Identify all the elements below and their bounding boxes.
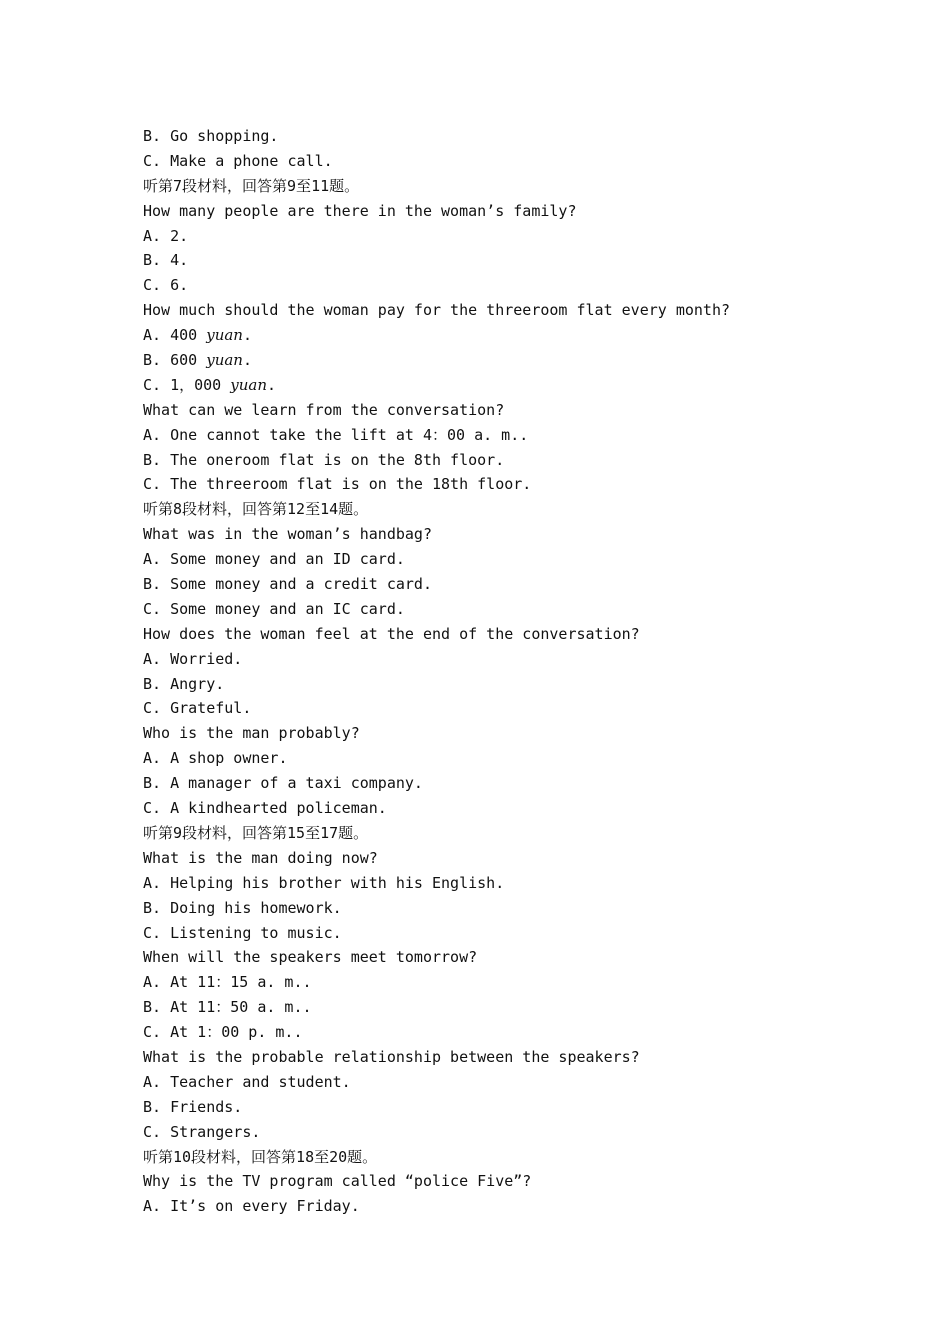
- text-line: [143, 373, 843, 398]
- line-text: C. 1，000: [143, 375, 231, 394]
- document-page: [143, 124, 843, 1219]
- line-text: A. Teacher and student.: [143, 1072, 351, 1091]
- line-text: What is the man doing now?: [143, 848, 378, 867]
- text-line: [143, 821, 843, 846]
- line-text: B. Doing his homework.: [143, 898, 342, 917]
- text-line: [143, 1070, 843, 1095]
- line-text: C. At 1：00 p. m..: [143, 1023, 303, 1042]
- text-line: [143, 1020, 843, 1045]
- line-text: A. Some money and an ID card.: [143, 550, 405, 569]
- text-line: [143, 273, 843, 298]
- line-text: B. Friends.: [143, 1097, 243, 1116]
- line-text: C. Strangers.: [143, 1122, 261, 1141]
- line-text: C. A kindhearted policeman.: [143, 799, 387, 818]
- line-text: B. Angry.: [143, 674, 225, 693]
- text-line: [143, 149, 843, 174]
- line-text: What is the probable relationship between the speakers?: [143, 1047, 640, 1066]
- text-line: [143, 871, 843, 896]
- line-text: A. At 11：15 a. m..: [143, 973, 312, 992]
- line-text: A. Worried.: [143, 649, 243, 668]
- text-line: [143, 622, 843, 647]
- line-text: C. 6.: [143, 276, 189, 295]
- text-line: [143, 696, 843, 721]
- text-line: [143, 199, 843, 224]
- text-line: [143, 995, 843, 1020]
- text-line: [143, 224, 843, 249]
- text-line: [143, 348, 843, 373]
- line-italic-text: yuan: [230, 375, 267, 394]
- text-line: [143, 248, 843, 273]
- line-text: When will the speakers meet tomorrow?: [143, 948, 478, 967]
- line-text: A. It’s on every Friday.: [143, 1197, 360, 1216]
- text-line: [143, 472, 843, 497]
- line-text: C. Some money and an IC card.: [143, 599, 405, 618]
- text-line: [143, 423, 843, 448]
- line-text: A. One cannot take the lift at 4：00 a. m..: [143, 425, 529, 444]
- line-text: B. At 11：50 a. m..: [143, 998, 312, 1017]
- line-text: What was in the woman’s handbag?: [143, 525, 432, 544]
- text-line: [143, 298, 843, 323]
- line-text: 听第10段材料，回答第18至20题。: [143, 1147, 378, 1166]
- text-line: [143, 597, 843, 622]
- line-text: C. Make a phone call.: [143, 151, 333, 170]
- text-line: [143, 970, 843, 995]
- text-line: [143, 323, 843, 348]
- line-text: What can we learn from the conversation?: [143, 400, 505, 419]
- line-text: 听第9段材料，回答第15至17题。: [143, 823, 369, 842]
- line-text: B. The oneroom flat is on the 8th floor.: [143, 450, 505, 469]
- text-line: [143, 746, 843, 771]
- text-line: [143, 896, 843, 921]
- text-line: [143, 522, 843, 547]
- text-line: [143, 1169, 843, 1194]
- text-line: [143, 672, 843, 697]
- line-italic-text: yuan: [206, 326, 243, 345]
- line-text: C. Listening to music.: [143, 923, 342, 942]
- text-line: [143, 547, 843, 572]
- text-line: [143, 1194, 843, 1219]
- line-text: B. Go shopping.: [143, 127, 279, 145]
- text-line: [143, 174, 843, 199]
- text-line: [143, 1145, 843, 1170]
- line-text: 听第7段材料，回答第9至11题。: [143, 176, 360, 195]
- text-line: [143, 921, 843, 946]
- text-line: [143, 497, 843, 522]
- text-line: [143, 124, 843, 149]
- line-text: How much should the woman pay for the threeroom flat every month?: [143, 301, 730, 320]
- text-line: [143, 1095, 843, 1120]
- text-line: [143, 448, 843, 473]
- line-italic-text: yuan: [206, 351, 243, 370]
- line-text: C. Grateful.: [143, 699, 252, 718]
- text-line: [143, 796, 843, 821]
- text-line: [143, 721, 843, 746]
- line-tail-text: .: [267, 375, 277, 394]
- line-text: How does the woman feel at the end of the conversation?: [143, 624, 640, 643]
- line-text: C. The threeroom flat is on the 18th floor.: [143, 475, 532, 494]
- text-line: [143, 647, 843, 672]
- text-line: [143, 398, 843, 423]
- text-line: [143, 846, 843, 871]
- line-text: B. 600: [143, 351, 207, 370]
- line-text: Why is the TV program called “police Five”?: [143, 1172, 532, 1191]
- line-text: B. 4.: [143, 251, 189, 270]
- line-text: How many people are there in the woman’s family?: [143, 201, 577, 220]
- line-text: 听第8段材料，回答第12至14题。: [143, 500, 369, 519]
- text-line: [143, 1045, 843, 1070]
- text-line: [143, 771, 843, 796]
- text-line: [143, 945, 843, 970]
- line-text: A. Helping his brother with his English.: [143, 873, 505, 892]
- line-text: Who is the man probably?: [143, 724, 360, 743]
- line-text: A. 2.: [143, 226, 189, 245]
- text-line: [143, 1120, 843, 1145]
- text-line: [143, 572, 843, 597]
- line-text: B. A manager of a taxi company.: [143, 774, 423, 793]
- line-text: B. Some money and a credit card.: [143, 575, 432, 594]
- line-text: A. A shop owner.: [143, 749, 288, 768]
- line-tail-text: .: [242, 326, 252, 345]
- line-tail-text: .: [242, 351, 252, 370]
- line-text: A. 400: [143, 326, 207, 345]
